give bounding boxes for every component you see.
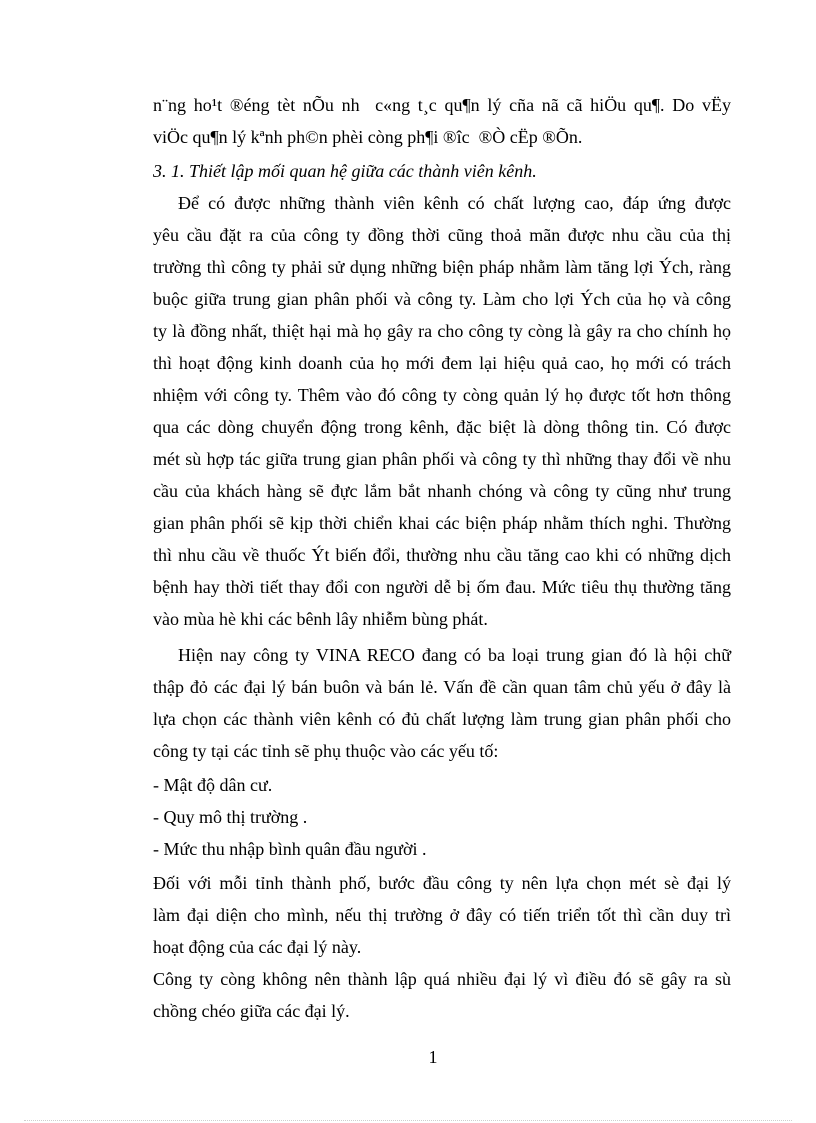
text-line: Để có được những thành viên kênh có chất lượng cao, đáp ứng được [178, 193, 731, 213]
text-line: làm đại diện cho mình, nếu thị trường ở đây có tiến triển tốt thì cần duy trì [153, 905, 731, 925]
text-line: cầu của khách hàng sẽ đực lắm bắt nhanh chóng và công ty cũng như trung [153, 481, 731, 501]
text-line: nhiệm với công ty. Thêm vào đó công ty còng quản lý họ được tốt hơn thông [153, 385, 731, 405]
text-line: ty là đồng nhất, thiệt hại mà họ gây ra cho công ty còng là gây ra cho chính họ [153, 321, 731, 341]
text-line: Công ty còng không nên thành lập quá nhiều đại lý vì điều đó sẽ gây ra sù [153, 969, 731, 989]
text-line: gian phân phối sẽ kịp thời chiển khai các biện pháp nhằm thích nghi. Thường [153, 513, 731, 533]
text-line: Hiện nay công ty VINA RECO đang có ba loại trung gian đó là hội chữ [178, 645, 731, 665]
text-line: qua các dòng chuyển động trong kênh, đặc biệt là dòng thông tin. Có được [153, 417, 731, 437]
text-line: viÖc qu¶n lý kªnh ph©n phèi còng ph¶i ®îc ®Ò cËp ®Õn. [153, 127, 583, 147]
text-line: yêu cầu đặt ra của công ty đồng thời cũng thoả mãn được nhu cầu của thị [153, 225, 731, 245]
text-line: bệnh hay thời tiết thay đổi con người dễ bị ốm đau. Mức tiêu thụ thường tăng [153, 577, 731, 597]
page-divider [24, 1120, 792, 1121]
text-line: công ty tại các tỉnh sẽ phụ thuộc vào các yếu tố: [153, 741, 499, 761]
text-line: n¨ng ho¹t ®éng tèt nÕu nh c«ng t¸c qu¶n lý cña nã cã hiÖu qu¶. Do vËy [153, 95, 731, 115]
text-line: vào mùa hè khi các bênh lây nhiễm bùng phát. [153, 609, 488, 629]
text-line: chồng chéo giữa các đại lý. [153, 1001, 350, 1021]
text-line: thì nhu cầu về thuốc Ýt biến đổi, thường nhu cầu tăng cao khi có những dịch [153, 545, 731, 565]
text-line: hoạt động của các đại lý này. [153, 937, 362, 957]
bullet-item: - Quy mô thị trường . [153, 807, 308, 827]
text-line: trường thì công ty phải sử dụng những biện pháp nhằm làm tăng lợi Ých, ràng [153, 257, 731, 277]
page-number: 1 [428, 1047, 438, 1067]
text-line: mét sù hợp tác giữa trung gian phân phối và công ty thì những thay đổi về nhu [153, 449, 731, 469]
section-heading: 3. 1. Thiết lập mối quan hệ giữa các thành viên kênh. [153, 161, 537, 181]
text-line: Đối với mỗi tỉnh thành phố, bước đầu công ty nên lựa chọn mét sè đại lý [153, 873, 731, 893]
text-line: thập đỏ các đại lý bán buôn và bán lẻ. Vấn đề cần quan tâm chủ yếu ở đây là [153, 677, 731, 697]
text-line: thì hoạt động kinh doanh của họ mới đem lại hiệu quả cao, họ mới có trách [153, 353, 731, 373]
bullet-item: - Mật độ dân cư. [153, 775, 273, 795]
text-line: buộc giữa trung gian phân phối và công ty. Làm cho lợi Ých của họ và công [153, 289, 731, 309]
bullet-item: - Mức thu nhập bình quân đầu người . [153, 839, 427, 859]
text-line: lựa chọn các thành viên kênh có đủ chất lượng làm trung gian phân phối cho [153, 709, 731, 729]
